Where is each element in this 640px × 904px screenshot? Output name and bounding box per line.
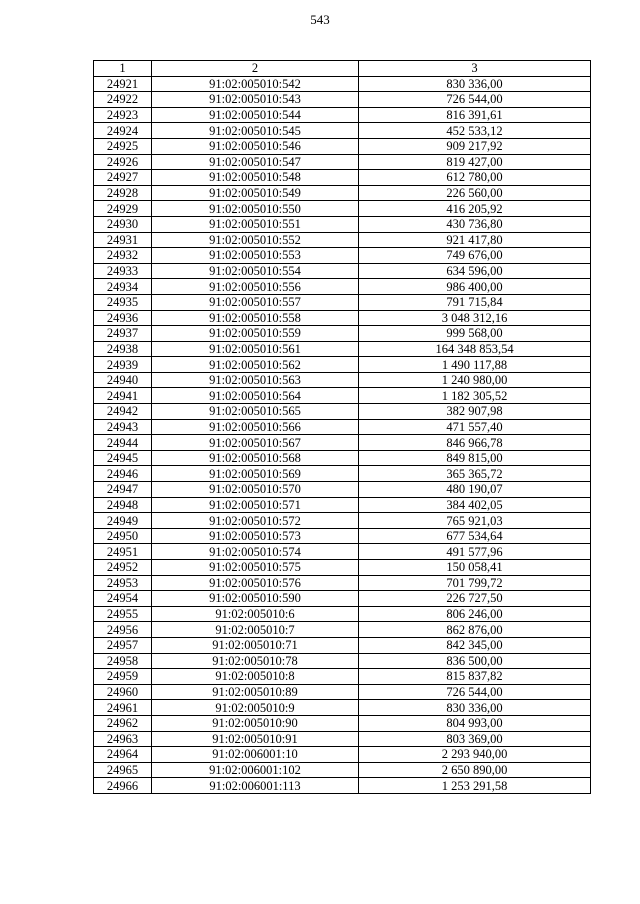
cadastral-number-cell: 91:02:005010:563	[152, 372, 359, 388]
cadastral-value-cell: 726 544,00	[359, 684, 591, 700]
table-row	[94, 404, 591, 420]
table-row	[94, 216, 591, 232]
column-header-3: 3	[359, 61, 591, 77]
cadastral-number-cell: 91:02:005010:542	[152, 76, 359, 92]
row-number-cell: 24932	[94, 248, 152, 264]
cadastral-number-cell: 91:02:005010:550	[152, 201, 359, 217]
row-number-cell: 24952	[94, 560, 152, 576]
cadastral-number-cell: 91:02:005010:89	[152, 684, 359, 700]
table-row	[94, 263, 591, 279]
cadastral-value-table	[93, 60, 591, 794]
cadastral-number-cell: 91:02:005010:571	[152, 497, 359, 513]
cadastral-value-cell: 791 715,84	[359, 294, 591, 310]
row-number-cell: 24937	[94, 326, 152, 342]
table-row	[94, 747, 591, 763]
cadastral-number-cell: 91:02:005010:551	[152, 216, 359, 232]
table-row	[94, 606, 591, 622]
row-number-cell: 24966	[94, 778, 152, 794]
cadastral-value-cell: 909 217,92	[359, 138, 591, 154]
table-row	[94, 560, 591, 576]
row-number-cell: 24965	[94, 762, 152, 778]
cadastral-number-cell: 91:02:006001:10	[152, 747, 359, 763]
table-row	[94, 123, 591, 139]
row-number-cell: 24956	[94, 622, 152, 638]
cadastral-number-cell: 91:02:005010:569	[152, 466, 359, 482]
cadastral-number-cell: 91:02:005010:559	[152, 326, 359, 342]
table-row	[94, 310, 591, 326]
cadastral-number-cell: 91:02:005010:574	[152, 544, 359, 560]
cadastral-number-cell: 91:02:005010:548	[152, 170, 359, 186]
row-number-cell: 24936	[94, 310, 152, 326]
cadastral-value-cell: 765 921,03	[359, 513, 591, 529]
cadastral-value-cell: 862 876,00	[359, 622, 591, 638]
cadastral-number-cell: 91:02:005010:78	[152, 653, 359, 669]
row-number-cell: 24921	[94, 76, 152, 92]
row-number-cell: 24939	[94, 357, 152, 373]
cadastral-value-cell: 430 736,80	[359, 216, 591, 232]
cadastral-number-cell: 91:02:005010:90	[152, 715, 359, 731]
cadastral-value-cell: 701 799,72	[359, 575, 591, 591]
cadastral-value-cell: 382 907,98	[359, 404, 591, 420]
cadastral-number-cell: 91:02:005010:7	[152, 622, 359, 638]
row-number-cell: 24930	[94, 216, 152, 232]
row-number-cell: 24959	[94, 669, 152, 685]
table-row	[94, 684, 591, 700]
cadastral-value-cell: 677 534,64	[359, 528, 591, 544]
cadastral-value-cell: 815 837,82	[359, 669, 591, 685]
row-number-cell: 24951	[94, 544, 152, 560]
cadastral-number-cell: 91:02:005010:561	[152, 341, 359, 357]
cadastral-number-cell: 91:02:005010:564	[152, 388, 359, 404]
row-number-cell: 24947	[94, 482, 152, 498]
row-number-cell: 24934	[94, 279, 152, 295]
cadastral-value-cell: 842 345,00	[359, 637, 591, 653]
cadastral-number-cell: 91:02:005010:570	[152, 482, 359, 498]
cadastral-value-cell: 3 048 312,16	[359, 310, 591, 326]
table-row	[94, 575, 591, 591]
row-number-cell: 24960	[94, 684, 152, 700]
cadastral-value-cell: 830 336,00	[359, 700, 591, 716]
column-header-1: 1	[94, 61, 152, 77]
cadastral-value-cell: 803 369,00	[359, 731, 591, 747]
table-row	[94, 700, 591, 716]
cadastral-value-cell: 806 246,00	[359, 606, 591, 622]
cadastral-value-cell: 819 427,00	[359, 154, 591, 170]
cadastral-number-cell: 91:02:005010:543	[152, 92, 359, 108]
table-row	[94, 294, 591, 310]
cadastral-number-cell: 91:02:005010:558	[152, 310, 359, 326]
cadastral-number-cell: 91:02:005010:71	[152, 637, 359, 653]
table-row	[94, 326, 591, 342]
row-number-cell: 24946	[94, 466, 152, 482]
table-row	[94, 185, 591, 201]
cadastral-number-cell: 91:02:006001:102	[152, 762, 359, 778]
table-row	[94, 653, 591, 669]
cadastral-value-cell: 634 596,00	[359, 263, 591, 279]
table-row	[94, 466, 591, 482]
table-row	[94, 762, 591, 778]
row-number-cell: 24933	[94, 263, 152, 279]
table-row	[94, 138, 591, 154]
cadastral-value-cell: 986 400,00	[359, 279, 591, 295]
cadastral-value-cell: 480 190,07	[359, 482, 591, 498]
cadastral-value-cell: 830 336,00	[359, 76, 591, 92]
table-row	[94, 544, 591, 560]
table-row	[94, 357, 591, 373]
cadastral-number-cell: 91:02:005010:590	[152, 591, 359, 607]
page-number: 543	[310, 12, 330, 27]
cadastral-value-cell: 846 966,78	[359, 435, 591, 451]
cadastral-value-cell: 612 780,00	[359, 170, 591, 186]
table-row	[94, 778, 591, 794]
cadastral-value-cell: 836 500,00	[359, 653, 591, 669]
row-number-cell: 24953	[94, 575, 152, 591]
table-row	[94, 715, 591, 731]
row-number-cell: 24964	[94, 747, 152, 763]
cadastral-number-cell: 91:02:005010:568	[152, 450, 359, 466]
table-row	[94, 731, 591, 747]
table-row	[94, 497, 591, 513]
row-number-cell: 24925	[94, 138, 152, 154]
row-number-cell: 24955	[94, 606, 152, 622]
row-number-cell: 24945	[94, 450, 152, 466]
cadastral-value-cell: 150 058,41	[359, 560, 591, 576]
cadastral-number-cell: 91:02:005010:573	[152, 528, 359, 544]
table-row	[94, 637, 591, 653]
table-header-row	[94, 61, 591, 77]
cadastral-value-cell: 726 544,00	[359, 92, 591, 108]
cadastral-number-cell: 91:02:005010:556	[152, 279, 359, 295]
row-number-cell: 24948	[94, 497, 152, 513]
row-number-cell: 24954	[94, 591, 152, 607]
table-row	[94, 341, 591, 357]
table-row	[94, 92, 591, 108]
cadastral-value-cell: 921 417,80	[359, 232, 591, 248]
cadastral-value-cell: 1 253 291,58	[359, 778, 591, 794]
row-number-cell: 24957	[94, 637, 152, 653]
table-row	[94, 419, 591, 435]
table-row	[94, 232, 591, 248]
row-number-cell: 24924	[94, 123, 152, 139]
table-row	[94, 669, 591, 685]
table-row	[94, 528, 591, 544]
cadastral-number-cell: 91:02:005010:545	[152, 123, 359, 139]
cadastral-number-cell: 91:02:005010:552	[152, 232, 359, 248]
cadastral-number-cell: 91:02:005010:553	[152, 248, 359, 264]
row-number-cell: 24943	[94, 419, 152, 435]
cadastral-value-cell: 491 577,96	[359, 544, 591, 560]
cadastral-value-cell: 1 182 305,52	[359, 388, 591, 404]
cadastral-value-cell: 164 348 853,54	[359, 341, 591, 357]
table-row	[94, 482, 591, 498]
row-number-cell: 24928	[94, 185, 152, 201]
cadastral-value-cell: 1 240 980,00	[359, 372, 591, 388]
table-row	[94, 248, 591, 264]
row-number-cell: 24922	[94, 92, 152, 108]
column-header-2: 2	[152, 61, 359, 77]
table-row	[94, 170, 591, 186]
cadastral-number-cell: 91:02:005010:6	[152, 606, 359, 622]
cadastral-number-cell: 91:02:005010:549	[152, 185, 359, 201]
row-number-cell: 24935	[94, 294, 152, 310]
table-row	[94, 591, 591, 607]
cadastral-value-cell: 749 676,00	[359, 248, 591, 264]
row-number-cell: 24940	[94, 372, 152, 388]
row-number-cell: 24926	[94, 154, 152, 170]
row-number-cell: 24958	[94, 653, 152, 669]
table-row	[94, 279, 591, 295]
table-row	[94, 622, 591, 638]
row-number-cell: 24963	[94, 731, 152, 747]
cadastral-number-cell: 91:02:005010:566	[152, 419, 359, 435]
cadastral-value-cell: 1 490 117,88	[359, 357, 591, 373]
cadastral-number-cell: 91:02:005010:562	[152, 357, 359, 373]
cadastral-number-cell: 91:02:005010:572	[152, 513, 359, 529]
cadastral-value-cell: 816 391,61	[359, 107, 591, 123]
table-row	[94, 388, 591, 404]
table-row	[94, 201, 591, 217]
row-number-cell: 24961	[94, 700, 152, 716]
cadastral-number-cell: 91:02:005010:546	[152, 138, 359, 154]
cadastral-value-cell: 999 568,00	[359, 326, 591, 342]
cadastral-number-cell: 91:02:005010:576	[152, 575, 359, 591]
cadastral-value-cell: 226 727,50	[359, 591, 591, 607]
cadastral-number-cell: 91:02:005010:8	[152, 669, 359, 685]
cadastral-value-cell: 471 557,40	[359, 419, 591, 435]
row-number-cell: 24950	[94, 528, 152, 544]
cadastral-value-cell: 804 993,00	[359, 715, 591, 731]
cadastral-value-cell: 849 815,00	[359, 450, 591, 466]
row-number-cell: 24938	[94, 341, 152, 357]
cadastral-number-cell: 91:02:005010:554	[152, 263, 359, 279]
cadastral-number-cell: 91:02:005010:565	[152, 404, 359, 420]
cadastral-number-cell: 91:02:005010:567	[152, 435, 359, 451]
table-row	[94, 372, 591, 388]
cadastral-value-cell: 2 293 940,00	[359, 747, 591, 763]
cadastral-value-cell: 452 533,12	[359, 123, 591, 139]
row-number-cell: 24944	[94, 435, 152, 451]
cadastral-number-cell: 91:02:006001:113	[152, 778, 359, 794]
cadastral-number-cell: 91:02:005010:547	[152, 154, 359, 170]
table-row	[94, 76, 591, 92]
cadastral-number-cell: 91:02:005010:544	[152, 107, 359, 123]
row-number-cell: 24927	[94, 170, 152, 186]
cadastral-value-cell: 2 650 890,00	[359, 762, 591, 778]
cadastral-number-cell: 91:02:005010:91	[152, 731, 359, 747]
table-row	[94, 435, 591, 451]
cadastral-number-cell: 91:02:005010:575	[152, 560, 359, 576]
table-row	[94, 107, 591, 123]
row-number-cell: 24923	[94, 107, 152, 123]
row-number-cell: 24941	[94, 388, 152, 404]
row-number-cell: 24949	[94, 513, 152, 529]
cadastral-number-cell: 91:02:005010:9	[152, 700, 359, 716]
cadastral-value-cell: 384 402,05	[359, 497, 591, 513]
cadastral-number-cell: 91:02:005010:557	[152, 294, 359, 310]
row-number-cell: 24929	[94, 201, 152, 217]
row-number-cell: 24962	[94, 715, 152, 731]
table-body	[94, 76, 591, 793]
table-row	[94, 513, 591, 529]
cadastral-value-cell: 365 365,72	[359, 466, 591, 482]
row-number-cell: 24942	[94, 404, 152, 420]
cadastral-value-cell: 226 560,00	[359, 185, 591, 201]
table-row	[94, 450, 591, 466]
row-number-cell: 24931	[94, 232, 152, 248]
cadastral-value-cell: 416 205,92	[359, 201, 591, 217]
table-row	[94, 154, 591, 170]
